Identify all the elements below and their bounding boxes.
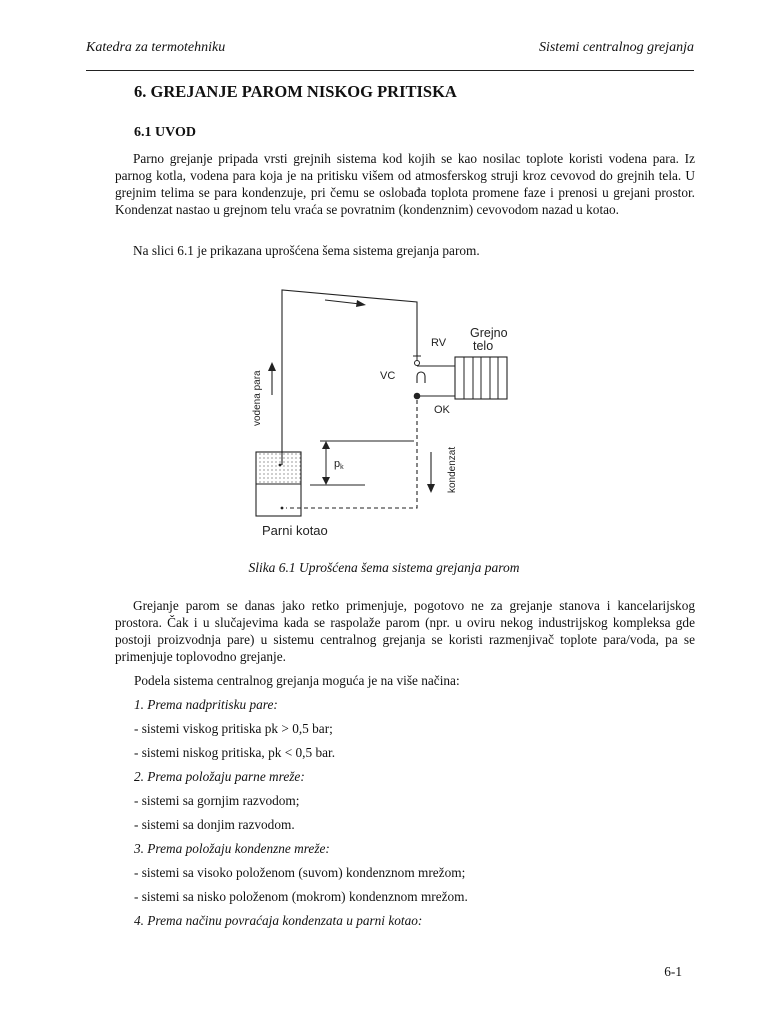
list-item: - sistemi sa visoko položenom (suvom) kondenznom mrežom; — [134, 865, 466, 880]
label-ok: OK — [434, 404, 450, 416]
label-vc: VC — [380, 370, 396, 382]
svg-text:pk — [334, 458, 344, 471]
list-item: - sistemi niskog pritiska, pk < 0,5 bar. — [134, 745, 336, 760]
list-item: - sistemi viskog pritiska pk > 0,5 bar; — [134, 721, 333, 736]
classification-intro: Podela sistema centralnog grejanja moguća je na više načina: — [134, 673, 460, 688]
section-title: 6.1 UVOD — [134, 125, 196, 140]
condensate-trap — [414, 393, 421, 400]
list-item: - sistemi sa gornjim razvodom; — [134, 793, 300, 808]
steam-up-arrowhead — [268, 362, 276, 371]
usage-paragraph: Grejanje parom se danas jako retko primenjuje, pogotovo ne za grejanje stanova i kancelarijskog prostora. Čak i u slučajevima kada se raspolaže parom (npr. u oviru nekog industrijskog kompleksa gde postoji proizvodnja pare) u sistemu centralnog grejanja se koristi razmenjivač toplote para/voda, pa se primenjuje toplovodno grejanje. — [115, 598, 695, 664]
boiler-return-dot — [281, 507, 284, 510]
air-vent-symbol — [417, 372, 425, 383]
steam-supply-pipe — [282, 290, 417, 465]
group-title: 1. Prema nadpritisku pare: — [134, 697, 278, 712]
intro-paragraph: Parno grejanje pripada vrsti grejnih sistema kod kojih se kao nosilac toplote koristi vodena para. Iz parnog kotla, vodena para koja je na pritisku višem od atmosferskog struji kroz cevovod do grejnih tela. U grejnim telima se para kondenzuje, pri čemu se oslobađa toplota promene faze i prenosi u grejani prostor. Kondenzat nastao u grejnom telu vraća se povratnim (kondenznim) cevovodom nazad u kotao. — [115, 151, 695, 217]
label-pk-subscript: k — [340, 464, 344, 471]
steam-heating-diagram — [230, 280, 550, 545]
label-vodena-para: vodena para — [252, 370, 263, 426]
boiler-steam-space — [256, 452, 301, 484]
label-pk: p — [334, 458, 341, 470]
group-title: 3. Prema položaju kondenzne mreže: — [134, 841, 330, 856]
condensate-return-pipe — [286, 400, 417, 508]
list-item: - sistemi sa nisko položenom (mokrom) kondenznom mrežom. — [134, 889, 468, 904]
label-rv: RV — [431, 337, 447, 349]
list-item: - sistemi sa donjim razvodom. — [134, 817, 295, 832]
header-divider — [86, 70, 694, 71]
group-title: 2. Prema položaju parne mreže: — [134, 769, 305, 784]
group-title: 4. Prema načinu povraćaja kondenzata u parni kotao: — [134, 913, 423, 928]
figure-reference-paragraph: Na slici 6.1 je prikazana uprošćena šema sistema grejanja parom. — [133, 243, 480, 258]
header-department: Katedra za termotehniku — [86, 40, 226, 55]
figure-caption: Slika 6.1 Uprošćena šema sistema grejanja parom — [248, 560, 520, 575]
label-kondenzat: kondenzat — [447, 446, 458, 493]
condensate-flow-arrowhead — [427, 484, 435, 493]
regulating-valve-symbol — [413, 356, 421, 360]
chapter-title: 6. GREJANJE PAROM NISKOG PRITISKA — [134, 82, 457, 101]
page-number: 6-1 — [664, 964, 682, 979]
label-grejno: Grejno — [470, 326, 508, 340]
label-parni-kotao: Parni kotao — [262, 523, 328, 538]
steam-flow-arrowhead — [356, 300, 366, 307]
regulating-valve-body — [415, 361, 420, 366]
steam-flow-arrow — [325, 300, 360, 304]
boiler-outlet-dot — [279, 464, 282, 467]
header-book-title: Sistemi centralnog grejanja — [538, 40, 694, 55]
label-telo: telo — [473, 339, 494, 353]
